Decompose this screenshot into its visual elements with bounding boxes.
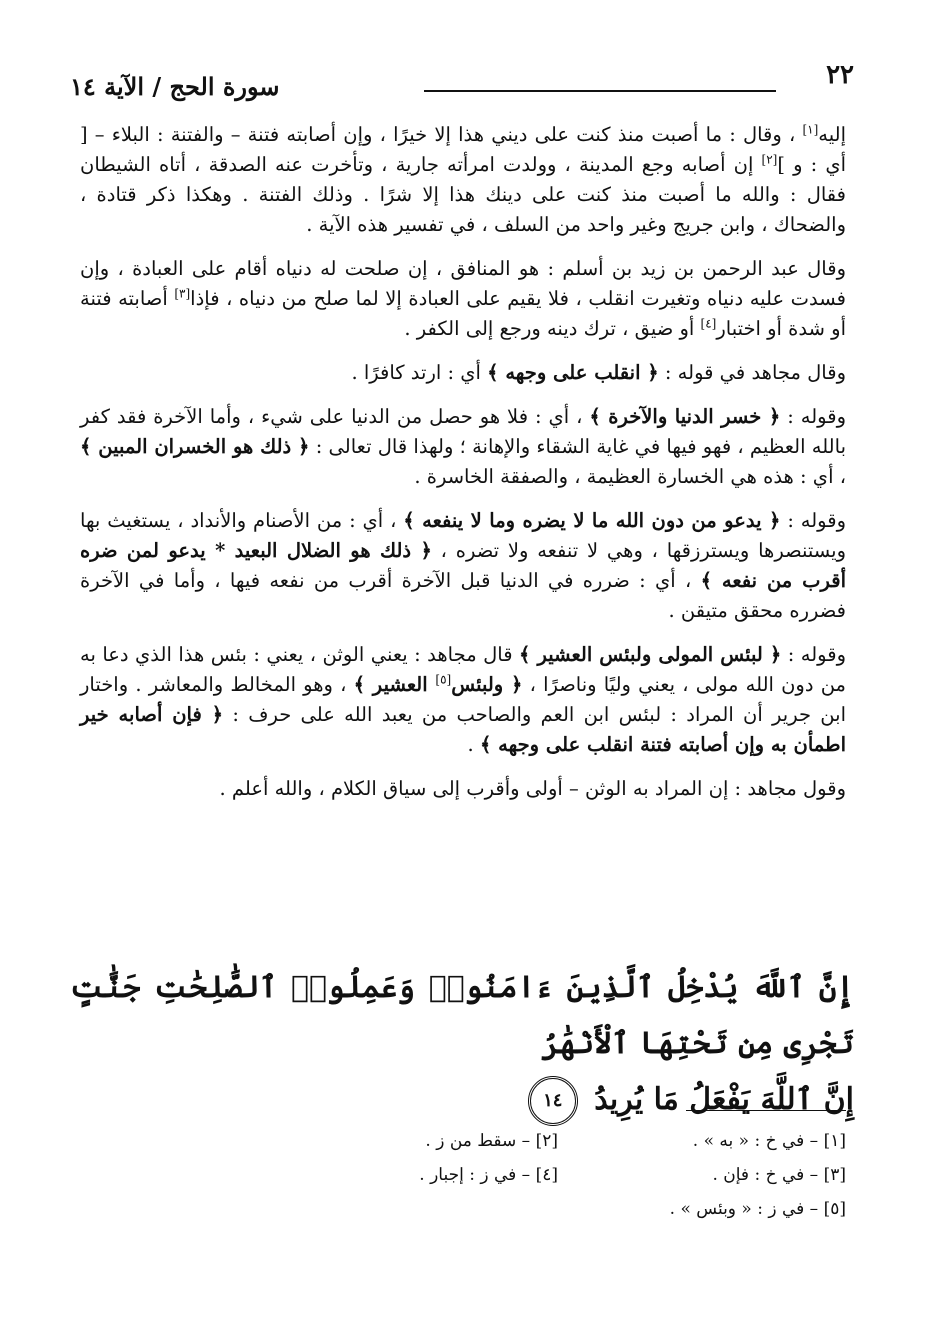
footnote-number: [٤]	[535, 1165, 558, 1185]
footnote-ref: [٥]	[435, 672, 452, 687]
footnote-text: – سقط من ز .	[425, 1131, 536, 1151]
text: ، وقال : ما أصبت منذ كنت على ديني هذا إلا خيرًا ، وإن أصابته فتنة – والفتنة : البلاء – [ أي : و ]	[80, 123, 847, 176]
running-title: سورة الحج / الآية ١٤	[70, 72, 280, 101]
footnote-text: – في خ : فإن .	[712, 1165, 824, 1185]
verse-line-2	[70, 1072, 854, 1128]
page-number: ٢٢	[826, 60, 854, 90]
paragraph-5	[80, 506, 846, 626]
footnote-ref: [٤]	[700, 316, 717, 331]
text: ، وهو المخالط والمعاشر . واختار ابن جرير أن المراد : لبئس ابن العم والصاحب من يعبد الله على حرف :	[80, 673, 846, 726]
paragraph-7	[80, 774, 846, 804]
ayah-number-marker: ١٤	[528, 1076, 578, 1126]
footnotes	[270, 1124, 846, 1226]
paragraph-3	[80, 358, 846, 388]
text: ، أي : فلا هو حصل من الدنيا على شيء ، وأما الآخرة فقد كفر بالله العظيم ، فهو فيها في غاية الشقاء والإهانة ؛ ولهذا قال تعالى :	[80, 405, 846, 458]
quran-quote: ﴿ خسر الدنيا والآخرة ﴾	[589, 405, 781, 428]
text: ، أي : من الأصنام والأنداد ، يستغيث بها ويستنصرها ويسترزقها ، وهي لا تنفعه ولا تضره ،	[80, 509, 846, 562]
verse-text: إِنَّ ٱللَّهَ يَفْعَلُ مَا يُرِيدُ	[594, 1082, 854, 1117]
footnote-row	[270, 1158, 846, 1192]
footnote-text: – في خ : « به » .	[692, 1131, 824, 1151]
quran-quote: ﴿ ذلك هو الخسران المبين ﴾	[80, 435, 310, 458]
text: وقوله :	[781, 643, 846, 666]
text: أو ضيق ، ترك دينه ورجع إلى الكفر .	[404, 317, 701, 340]
quran-quote: ﴿ يدعو من دون الله ما لا يضره وما لا ينفعه ﴾	[403, 509, 781, 532]
paragraph-2	[80, 254, 846, 344]
footnote-text: – في ز : إجبار .	[419, 1165, 536, 1185]
footnote-number: [٥]	[823, 1199, 846, 1219]
text: وقوله :	[780, 405, 846, 428]
paragraph-1	[80, 120, 846, 240]
text: وقال عبد الرحمن بن زيد بن أسلم : هو المنافق ، إن صلحت له دنياه أقام على العبادة ، وإن فسدت عليه دنياه وتغيرت انقلب ، فلا يقيم على العبادة إلا لما صلح من دنياه ، فإذا	[80, 257, 846, 310]
quran-verse	[70, 960, 854, 1128]
verse-line-1: إِنَّ ٱللَّهَ يُدْخِلُ ٱلَّذِينَ ءَامَنُوا۟ وَعَمِلُوا۟ ٱلصَّٰلِحَٰتِ جَنَّٰتٍ تَجْرِى مِن تَحْتِهَا ٱلْأَنْهَٰرُ	[70, 970, 854, 1061]
footnote-5	[558, 1192, 846, 1226]
footnote-number: [١]	[823, 1131, 846, 1151]
footnote-1	[558, 1124, 846, 1158]
text: وقال مجاهد في قوله :	[658, 361, 846, 384]
text: قال مجاهد : يعني الوثن ، يعني : بئس هذا الذي دعا به من دون الله مولى ، يعني وليًا وناصرًا ،	[80, 643, 846, 696]
text: إليه	[818, 123, 846, 146]
paragraph-4	[80, 402, 846, 492]
footnote-row	[270, 1192, 846, 1226]
footnote-text: – في ز : « وبئس » .	[669, 1199, 824, 1219]
header-rule	[424, 90, 776, 92]
footnote-number: [٣]	[823, 1165, 846, 1185]
quran-quote: ﴿ ذلك هو الضلال البعيد * يدعو لمن ضره أقرب من نفعه ﴾	[80, 539, 846, 592]
text: إن أصابه وجع المدينة ، وولدت امرأته جارية ، وتأخرت عنه الصدقة ، أتاه الشيطان فقال : والله ما أصبت منذ كنت على دينك هذا إلا شرًا . وذلك الفتنة . وهكذا ذكر قتادة ، والضحاك ، وابن جريج وغير واحد من السلف ، في تفسير هذه الآية .	[80, 153, 846, 236]
body-text	[80, 120, 846, 818]
footnote-ref: [٢]	[761, 152, 778, 167]
footnote-row	[270, 1124, 846, 1158]
footnote-number: [٢]	[535, 1131, 558, 1151]
page-header	[70, 58, 854, 108]
quran-quote: ﴿ انقلب على وجهه ﴾	[487, 361, 659, 384]
text: وقول مجاهد : إن المراد به الوثن – أولى وأقرب إلى سياق الكلام ، والله أعلم .	[219, 777, 846, 800]
quran-quote: ﴿ فإن أصابه خير اطمأن به وإن أصابته فتنة انقلب على وجهه ﴾	[80, 703, 846, 756]
footnote-ref: [١]	[802, 122, 819, 137]
quran-quote: العشير ﴾	[353, 673, 436, 696]
quran-quote: ﴿ لبئس المولى ولبئس العشير ﴾	[518, 643, 782, 666]
footnote-4	[270, 1158, 558, 1192]
text: ، أي : ضرره في الدنيا قبل الآخرة أقرب من نفعه فيها ، وأما في الآخرة فضرره محقق متيقن .	[80, 569, 846, 622]
text: وقوله :	[780, 509, 846, 532]
text: .	[467, 733, 480, 756]
quran-quote: ﴿ ولبئس	[451, 673, 523, 696]
text: ، أي : هذه هي الخسارة العظيمة ، والصفقة الخاسرة .	[414, 465, 846, 488]
footnote-separator	[686, 1110, 846, 1111]
paragraph-6	[80, 640, 846, 760]
text: أصابته فتنة أو شدة أو اختبار	[80, 287, 846, 340]
footnote-3	[558, 1158, 846, 1192]
footnote-ref: [٣]	[174, 286, 191, 301]
footnote-2	[270, 1124, 558, 1158]
text: أي : ارتد كافرًا .	[351, 361, 488, 384]
